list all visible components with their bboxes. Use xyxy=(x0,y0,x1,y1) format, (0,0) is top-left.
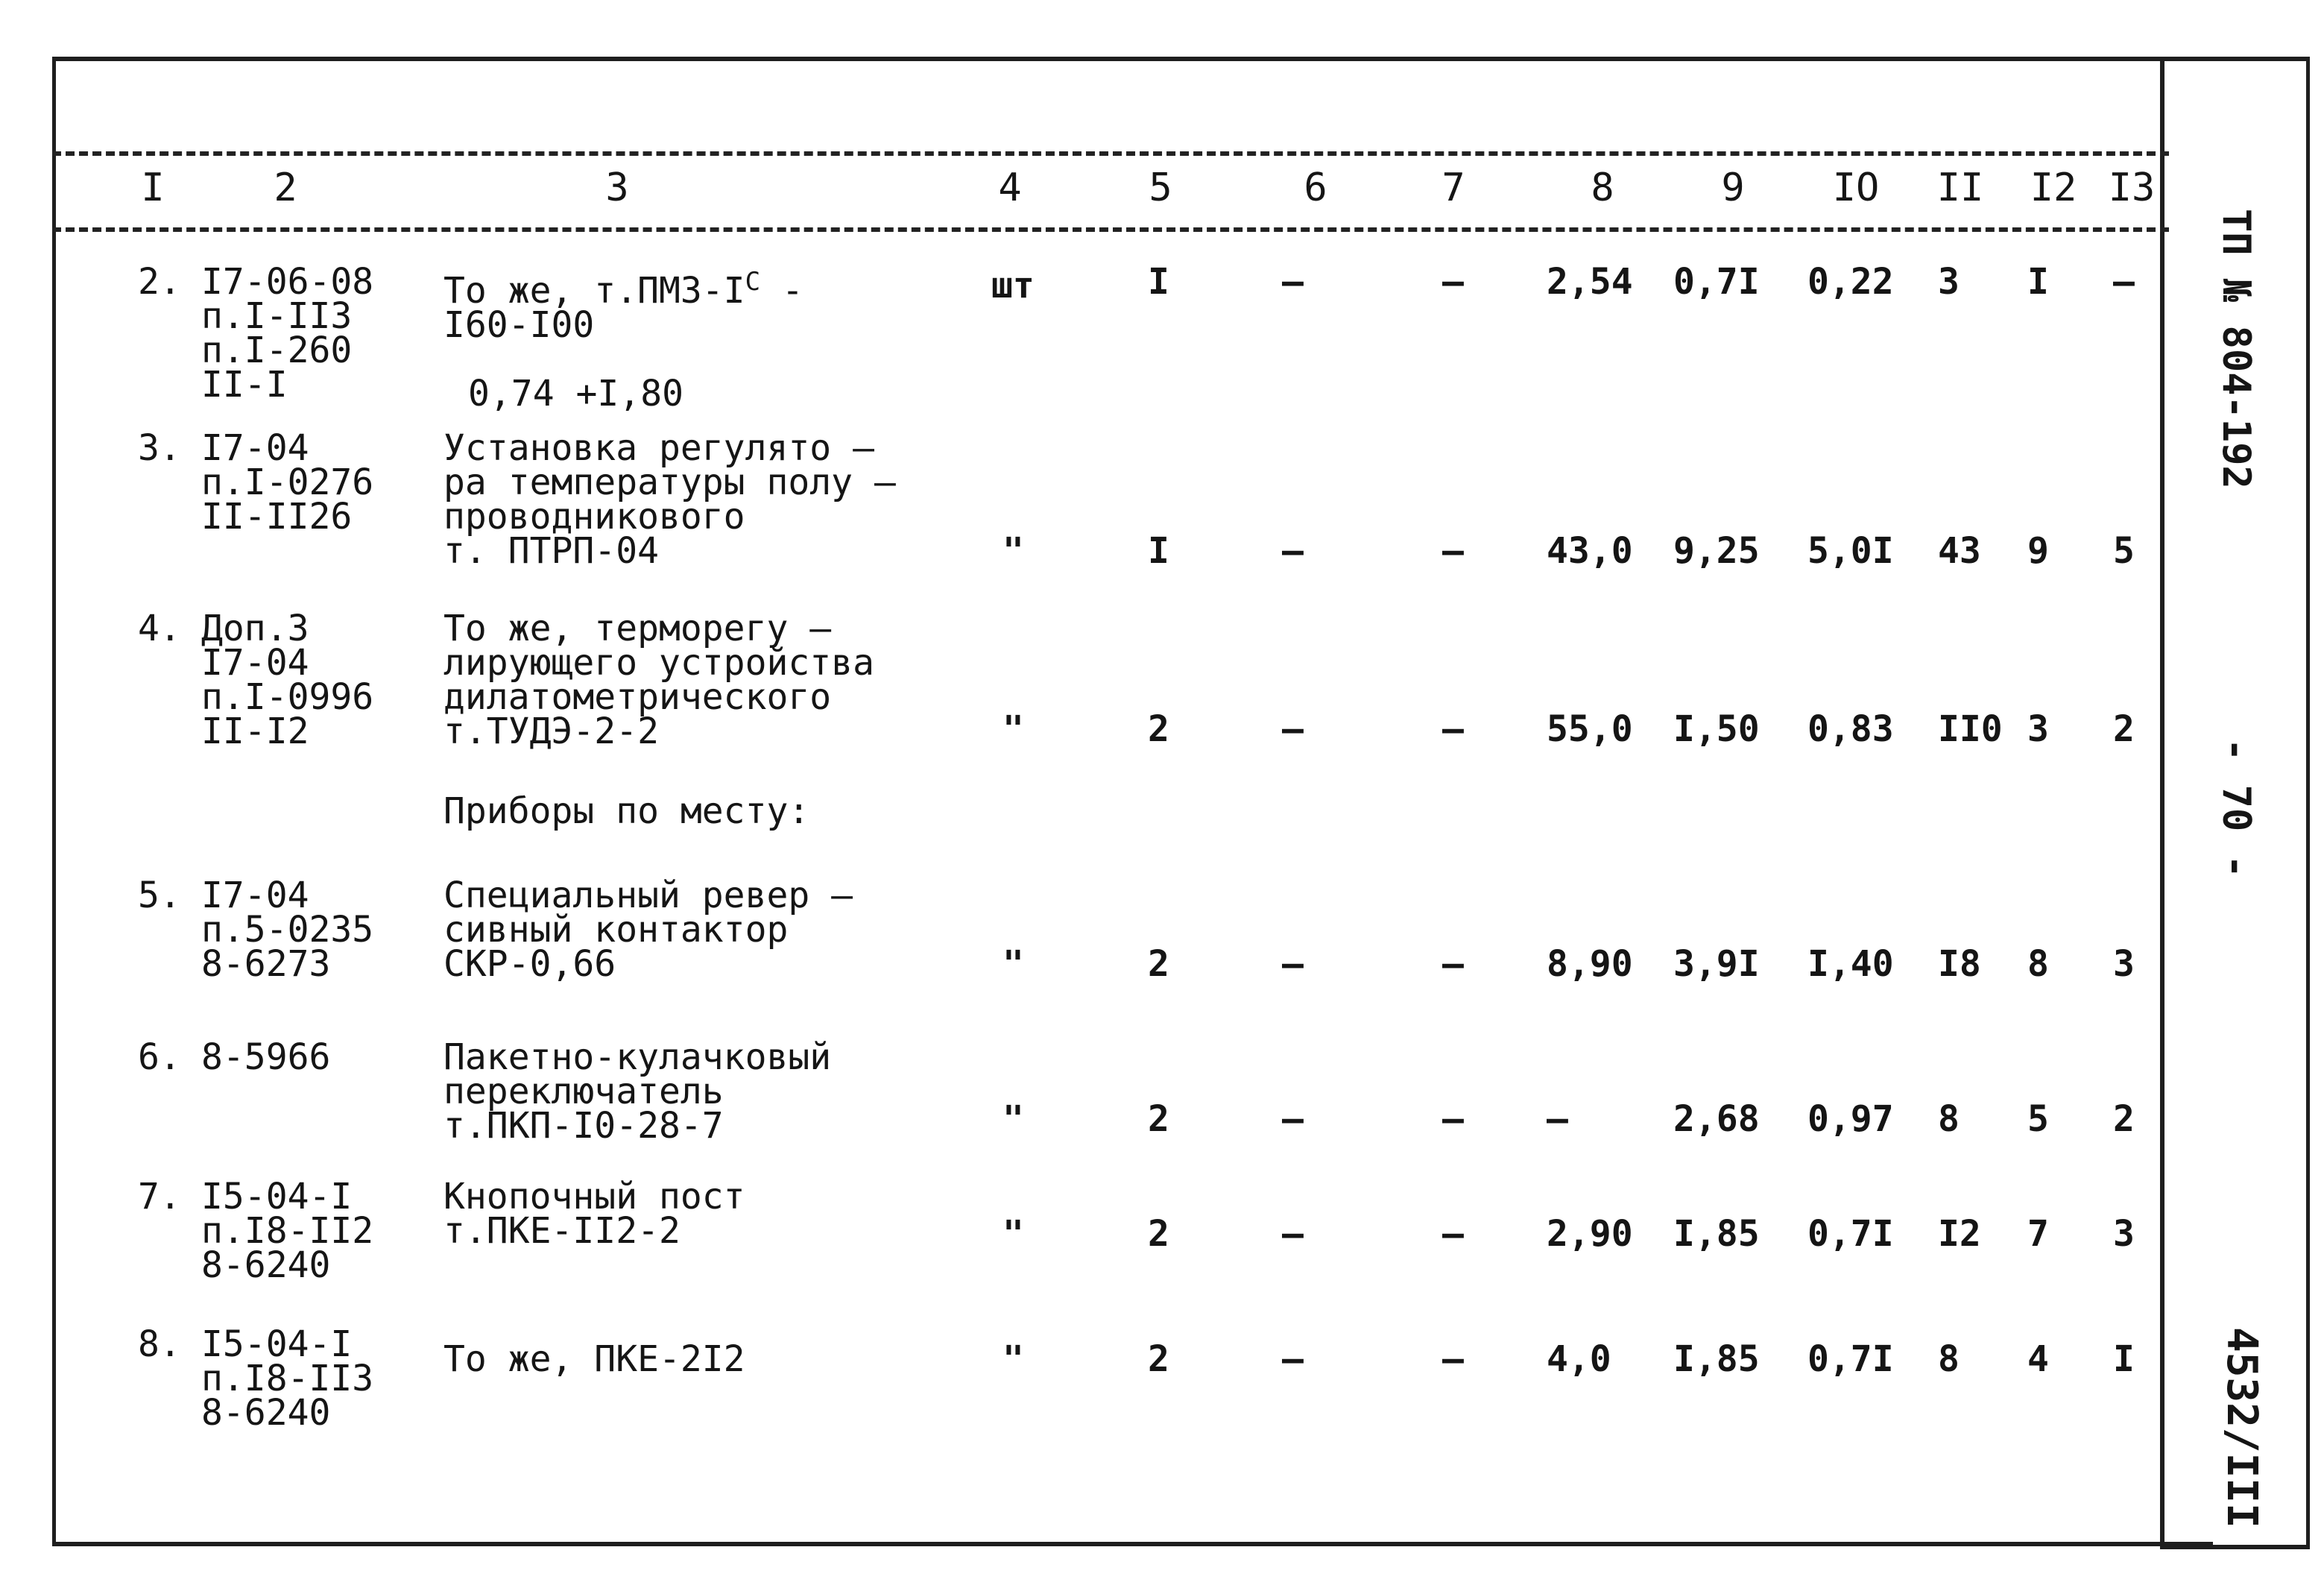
row-4-unit: " xyxy=(1002,708,1024,750)
row-6-c6: – xyxy=(1282,1098,1304,1140)
row-5-c10: I,40 xyxy=(1807,943,1894,985)
row-3-unit: " xyxy=(1002,530,1024,572)
row-3-code: I7-04 п.I-0276 II-II26 xyxy=(201,427,374,538)
col-header-9: 9 xyxy=(1721,166,1745,210)
row-5-c8: 8,90 xyxy=(1547,943,1633,985)
row-6-c9: 2,68 xyxy=(1673,1098,1760,1140)
row-8-c5: 2 xyxy=(1148,1338,1169,1380)
row-5-unit: " xyxy=(1002,943,1024,985)
col-header-4: 4 xyxy=(998,166,1022,210)
row-8-c13: I xyxy=(2113,1338,2135,1380)
row-2-c7: – xyxy=(1442,261,1464,303)
row-3-c7: – xyxy=(1442,530,1464,572)
col-header-11: II xyxy=(1936,166,1984,210)
row-8-unit: " xyxy=(1002,1338,1024,1380)
row-4-c5: 2 xyxy=(1148,708,1169,750)
row-4-c12: 3 xyxy=(2027,708,2049,750)
row-7-c11: I2 xyxy=(1938,1213,1981,1255)
col-header-13: I3 xyxy=(2108,166,2156,210)
row-3-c10: 5,0I xyxy=(1807,530,1894,572)
row-4-c6: – xyxy=(1282,708,1304,750)
row-2-c5: I xyxy=(1148,261,1169,303)
row-6-c8: – xyxy=(1547,1098,1568,1140)
row-3-c9: 9,25 xyxy=(1673,530,1760,572)
col-header-10: IO xyxy=(1832,166,1880,210)
row-6-no: 6. xyxy=(138,1036,181,1078)
row-6-unit: " xyxy=(1002,1098,1024,1140)
row-3-c12: 9 xyxy=(2027,530,2049,572)
row-5-no: 5. xyxy=(138,875,181,916)
row-7-code: I5-04-I п.I8-II2 8-6240 xyxy=(201,1176,374,1286)
row-5-c11: I8 xyxy=(1938,943,1981,985)
row-7-c9: I,85 xyxy=(1673,1213,1760,1255)
row-5-code: I7-04 п.5-0235 8-6273 xyxy=(201,875,374,985)
row-4-c11: II0 xyxy=(1938,708,2003,750)
stamp-page: - 70 - xyxy=(2214,738,2258,878)
row-8-c10: 0,7I xyxy=(1807,1338,1894,1380)
row-6-c10: 0,97 xyxy=(1807,1098,1894,1140)
stamp-sheet: 4532/III xyxy=(2217,1327,2266,1528)
row-7-c13: 3 xyxy=(2113,1213,2135,1255)
row-3-c8: 43,0 xyxy=(1547,530,1633,572)
row-6-c13: 2 xyxy=(2113,1098,2135,1140)
row-4-name: То же, терморегу – лирующего устройства дилатометрического т.ТУДЭ-2-2 xyxy=(443,608,874,752)
row-2-c10: 0,22 xyxy=(1807,261,1894,303)
col-header-7: 7 xyxy=(1442,166,1465,210)
row-4-c13: 2 xyxy=(2113,708,2135,750)
row-5-c7: – xyxy=(1442,943,1464,985)
row-2-name-extra: 0,74 +I,80 xyxy=(468,373,683,415)
col-header-12: I2 xyxy=(2030,166,2077,210)
row-7-c6: – xyxy=(1282,1213,1304,1255)
row-7-unit: " xyxy=(1002,1213,1024,1255)
row-8-c8: 4,0 xyxy=(1547,1338,1611,1380)
section-heading: Приборы по месту: xyxy=(443,790,810,832)
row-8-c9: I,85 xyxy=(1673,1338,1760,1380)
header-divider-bottom xyxy=(52,227,2169,232)
row-8-c11: 8 xyxy=(1938,1338,1960,1380)
row-6-c5: 2 xyxy=(1148,1098,1169,1140)
row-7-no: 7. xyxy=(138,1176,181,1217)
row-2-unit: шт xyxy=(991,265,1035,306)
row-5-name: Специальный ревер – сивный контактор СКР-0,66 xyxy=(443,875,853,985)
row-6-name: Пакетно-кулачковый переключатель т.ПКП-I0-28-7 xyxy=(443,1036,832,1147)
row-2-c9: 0,7I xyxy=(1673,261,1760,303)
row-7-c5: 2 xyxy=(1148,1213,1169,1255)
row-8-name: То же, ПКЕ-2I2 xyxy=(443,1338,745,1380)
row-7-c10: 0,7I xyxy=(1807,1213,1894,1255)
row-4-code: Доп.3 I7-04 п.I-0996 II-I2 xyxy=(201,608,374,752)
row-7-c8: 2,90 xyxy=(1547,1213,1633,1255)
row-2-c12: I xyxy=(2027,261,2049,303)
col-header-5: 5 xyxy=(1149,166,1172,210)
row-2-code: I7-06-08 п.I-II3 п.I-260 II-I xyxy=(201,261,374,406)
col-header-1: I xyxy=(141,166,165,210)
row-6-c7: – xyxy=(1442,1098,1464,1140)
row-7-c12: 7 xyxy=(2027,1213,2049,1255)
row-4-no: 4. xyxy=(138,608,181,649)
row-2-c8: 2,54 xyxy=(1547,261,1633,303)
row-5-c9: 3,9I xyxy=(1673,943,1760,985)
col-header-2: 2 xyxy=(274,166,297,210)
col-header-6: 6 xyxy=(1304,166,1327,210)
row-5-c6: – xyxy=(1282,943,1304,985)
row-8-c6: – xyxy=(1282,1338,1304,1380)
row-8-c7: – xyxy=(1442,1338,1464,1380)
row-8-no: 8. xyxy=(138,1323,181,1365)
row-5-c12: 8 xyxy=(2027,943,2049,985)
row-3-no: 3. xyxy=(138,427,181,469)
row-3-c5: I xyxy=(1148,530,1169,572)
row-2-name: То же, $т.ПМЗ-I^С$ - I60-I00 xyxy=(443,267,803,346)
row-4-c7: – xyxy=(1442,708,1464,750)
stamp-project: ТП № 804-192 xyxy=(2214,209,2258,489)
row-4-c8: 55,0 xyxy=(1547,708,1633,750)
row-2-c11: 3 xyxy=(1938,261,1960,303)
row-6-code: 8-5966 xyxy=(201,1036,331,1078)
row-4-c9: I,50 xyxy=(1673,708,1760,750)
row-8-c12: 4 xyxy=(2027,1338,2049,1380)
row-6-c11: 8 xyxy=(1938,1098,1960,1140)
row-4-c10: 0,83 xyxy=(1807,708,1894,750)
col-header-8: 8 xyxy=(1591,166,1614,210)
row-3-c11: 43 xyxy=(1938,530,1981,572)
row-7-c7: – xyxy=(1442,1213,1464,1255)
row-8-code: I5-04-I п.I8-II3 8-6240 xyxy=(201,1323,374,1434)
col-header-3: 3 xyxy=(605,166,629,210)
row-2-no: 2. xyxy=(138,261,181,303)
header-divider-top xyxy=(52,151,2169,156)
row-2-c13: – xyxy=(2113,261,2135,303)
row-7-name: Кнопочный пост т.ПКЕ-II2-2 xyxy=(443,1176,745,1252)
row-3-c13: 5 xyxy=(2113,530,2135,572)
row-5-c13: 3 xyxy=(2113,943,2135,985)
row-6-c12: 5 xyxy=(2027,1098,2049,1140)
row-3-name: Установка регулято – ра температуры полу – проводникового т. ПТРП-04 xyxy=(443,427,896,572)
row-3-c6: – xyxy=(1282,530,1304,572)
row-2-c6: – xyxy=(1282,261,1304,303)
row-5-c5: 2 xyxy=(1148,943,1169,985)
